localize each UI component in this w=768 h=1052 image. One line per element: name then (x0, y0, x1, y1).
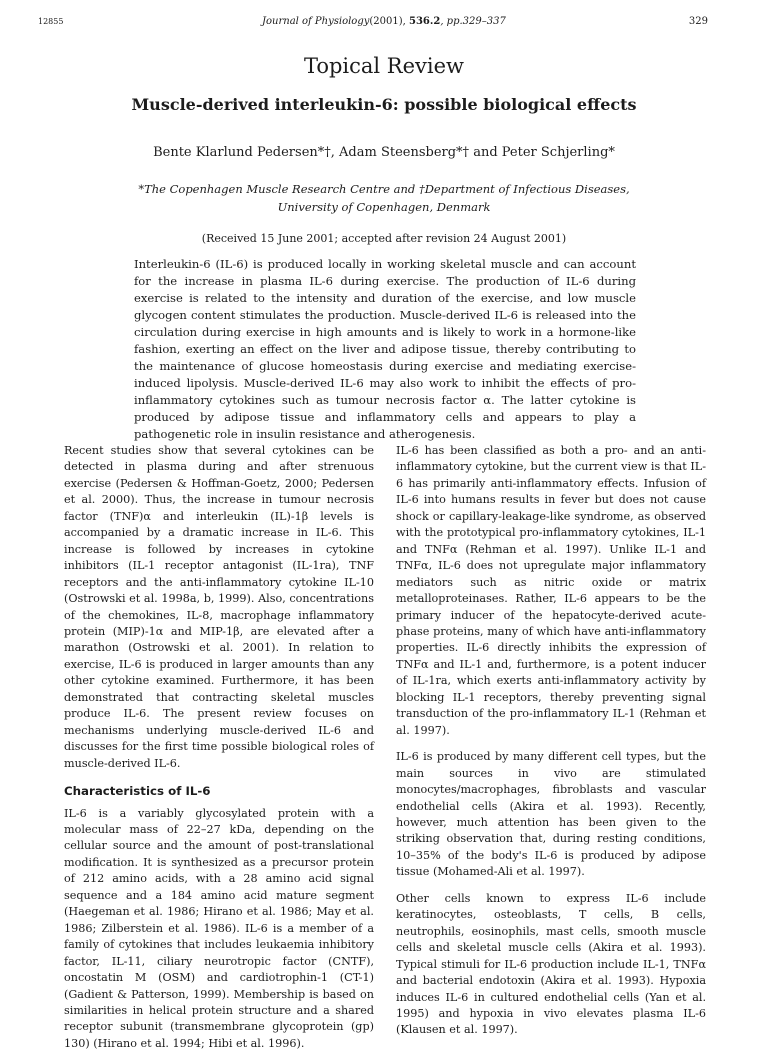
body-paragraph-2: IL-6 is produced by many different cell types, but the main sources in vivo are stimulated monocytes/macrophages, fibroblasts and vascular endothelial cells (Akira et al. 1993). Recently, however, much attention has been given to the striking observation that, during resting conditions, 10–35% of the body's IL-6 is produced by adipose tissue (Mohamed-Ali et al. 1997). (396, 750, 706, 879)
journal-name: Journal of Physiology (262, 16, 370, 27)
section-heading: Characteristics of IL-6 (64, 784, 211, 799)
running-header (0, 14, 768, 30)
journal-year: (2001), (369, 16, 406, 27)
abstract: Interleukin-6 (IL-6) is produced locally in working skeletal muscle and can account for the increase in plasma IL-6 during exercise. The production of IL-6 during exercise is related to the intensity and duration of the exercise, and low muscle glycogen content stimulates the production. Muscle-derived IL-6 is released into the circulation during exercise in high amounts and is likely to work in a hormone-like fashion, exerting an effect on the liver and adipose tissue, thereby contributing to the maintenance of glucose homeostasis during exercise and mediating exercise-induced lipolysis. Muscle-derived IL-6 may also work to inhibit the effects of pro-inflammatory cytokines such as tumour necrosis factor α. The latter cytokine is produced by adipose tissue and inflammatory cells and appears to play a pathogenetic role in insulin resistance and atherogenesis. (134, 257, 636, 441)
affiliation-line-2: University of Copenhagen, Denmark (277, 200, 491, 214)
body-paragraph-3: Other cells known to express IL-6 include keratinocytes, osteoblasts, T cells, B cells, neutrophils, eosinophils, mast cells, smooth muscle cells and skeletal muscle cells (Akira et al. 1993). Typical stimuli for IL-6 production include IL-1, TNFα and bacterial endotoxin (Akira et al. 1993). Hypoxia induces IL-6 in cultured endothelial cells (Yan et al. 1995) and hypoxia in vivo elevates plasma IL-6 (Klausen et al. 1997). (396, 891, 706, 1037)
article-title: Muscle-derived interleukin-6: possible biological effects (131, 95, 637, 114)
left-column (64, 443, 374, 1052)
section-label: Topical Review (303, 54, 465, 78)
manuscript-id: 12855 (38, 17, 64, 26)
page-number: 329 (688, 16, 708, 27)
intro-paragraph: Recent studies show that several cytokines can be detected in plasma during and after strenuous exercise (Pedersen & Hoffman-Goetz, 2000; Pedersen et al. 2000). Thus, the increase in tumour necrosis factor (TNF)α and interleukin (IL)-1β levels is accompanied by a dramatic increase in IL-6. This increase is followed by increases in cytokine inhibitors (IL-1 receptor antagonist (IL-1ra), TNF receptors and the anti-inflammatory cytokine IL-10 (Ostrowski et al. 1998a, b, 1999). Also, concentrations of the chemokines, IL-8, macrophage inflammatory protein (MIP)-1α and MIP-1β, are elevated after a marathon (Ostrowski et al. 2001). In relation to exercise, IL-6 is produced in larger amounts than any other cytokine examined. Furthermore, it has been demonstrated that contracting skeletal muscles produce IL-6. The present review focuses on mechanisms underlying muscle-derived IL-6 and discusses for the first time possible biological roles of muscle-derived IL-6. (64, 444, 374, 770)
received-dates: (Received 15 June 2001; accepted after revision 24 August 2001) (201, 232, 567, 245)
author-list: Bente Klarlund Pedersen*†, Adam Steensberg*† and Peter Schjerling* (153, 145, 615, 160)
body-paragraph-1: IL-6 has been classified as both a pro- and an anti-inflammatory cytokine, but the current view is that IL-6 has primarily anti-inflammatory effects. Infusion of IL-6 into humans results in fever but does not cause shock or capillary-leakage-like syndrome, as observed with the prototypical pro-inflammatory cytokines, IL-1 and TNFα (Rehman et al. 1997). Unlike IL-1 and TNFα, IL-6 does not upregulate major inflammatory mediators such as nitric oxide or matrix metalloproteinases. Rather, IL-6 appears to be the primary inducer of the hepatocyte-derived acute-phase proteins, many of which have anti-inflammatory properties. IL-6 directly inhibits the expression of TNFα and IL-1 and, furthermore, is a potent inducer of IL-1ra, which exerts anti-inflammatory activity by blocking IL-1 receptors, thereby preventing signal transduction of the pro-inflammatory IL-1 (Rehman et al. 1997). (396, 444, 706, 737)
characteristics-paragraph: IL-6 is a variably glycosylated protein with a molecular mass of 22–27 kDa, depending on the cellular source and the amount of post-translational modification. It is synthesized as a precursor protein of 212 amino acids, with a 28 amino acid signal sequence and a 184 amino acid mature segment (Haegeman et al. 1986; Hirano et al. 1986; May et al. 1986; Zilberstein et al. 1986). IL-6 is a member of a family of cytokines that includes leukaemia inhibitory factor, IL-11, ciliary neurotropic factor (CNTF), oncostatin M (OSM) and cardiotrophin-1 (CT-1) (Gadient & Patterson, 1999). Membership is based on similarities in helical protein structure and a shared receptor subunit (transmembrane glycoprotein (gp) 130) (Hirano et al. 1994; Hibi et al. 1996). (64, 806, 374, 1050)
journal-volume: 536.2 (409, 16, 441, 27)
affiliation-line-1: *The Copenhagen Muscle Research Centre and †Department of Infectious Diseases, (138, 182, 630, 196)
right-column (396, 443, 706, 1039)
affiliation (0, 180, 768, 216)
journal-pages: , pp.329–337 (440, 16, 506, 27)
journal-citation (262, 14, 506, 30)
